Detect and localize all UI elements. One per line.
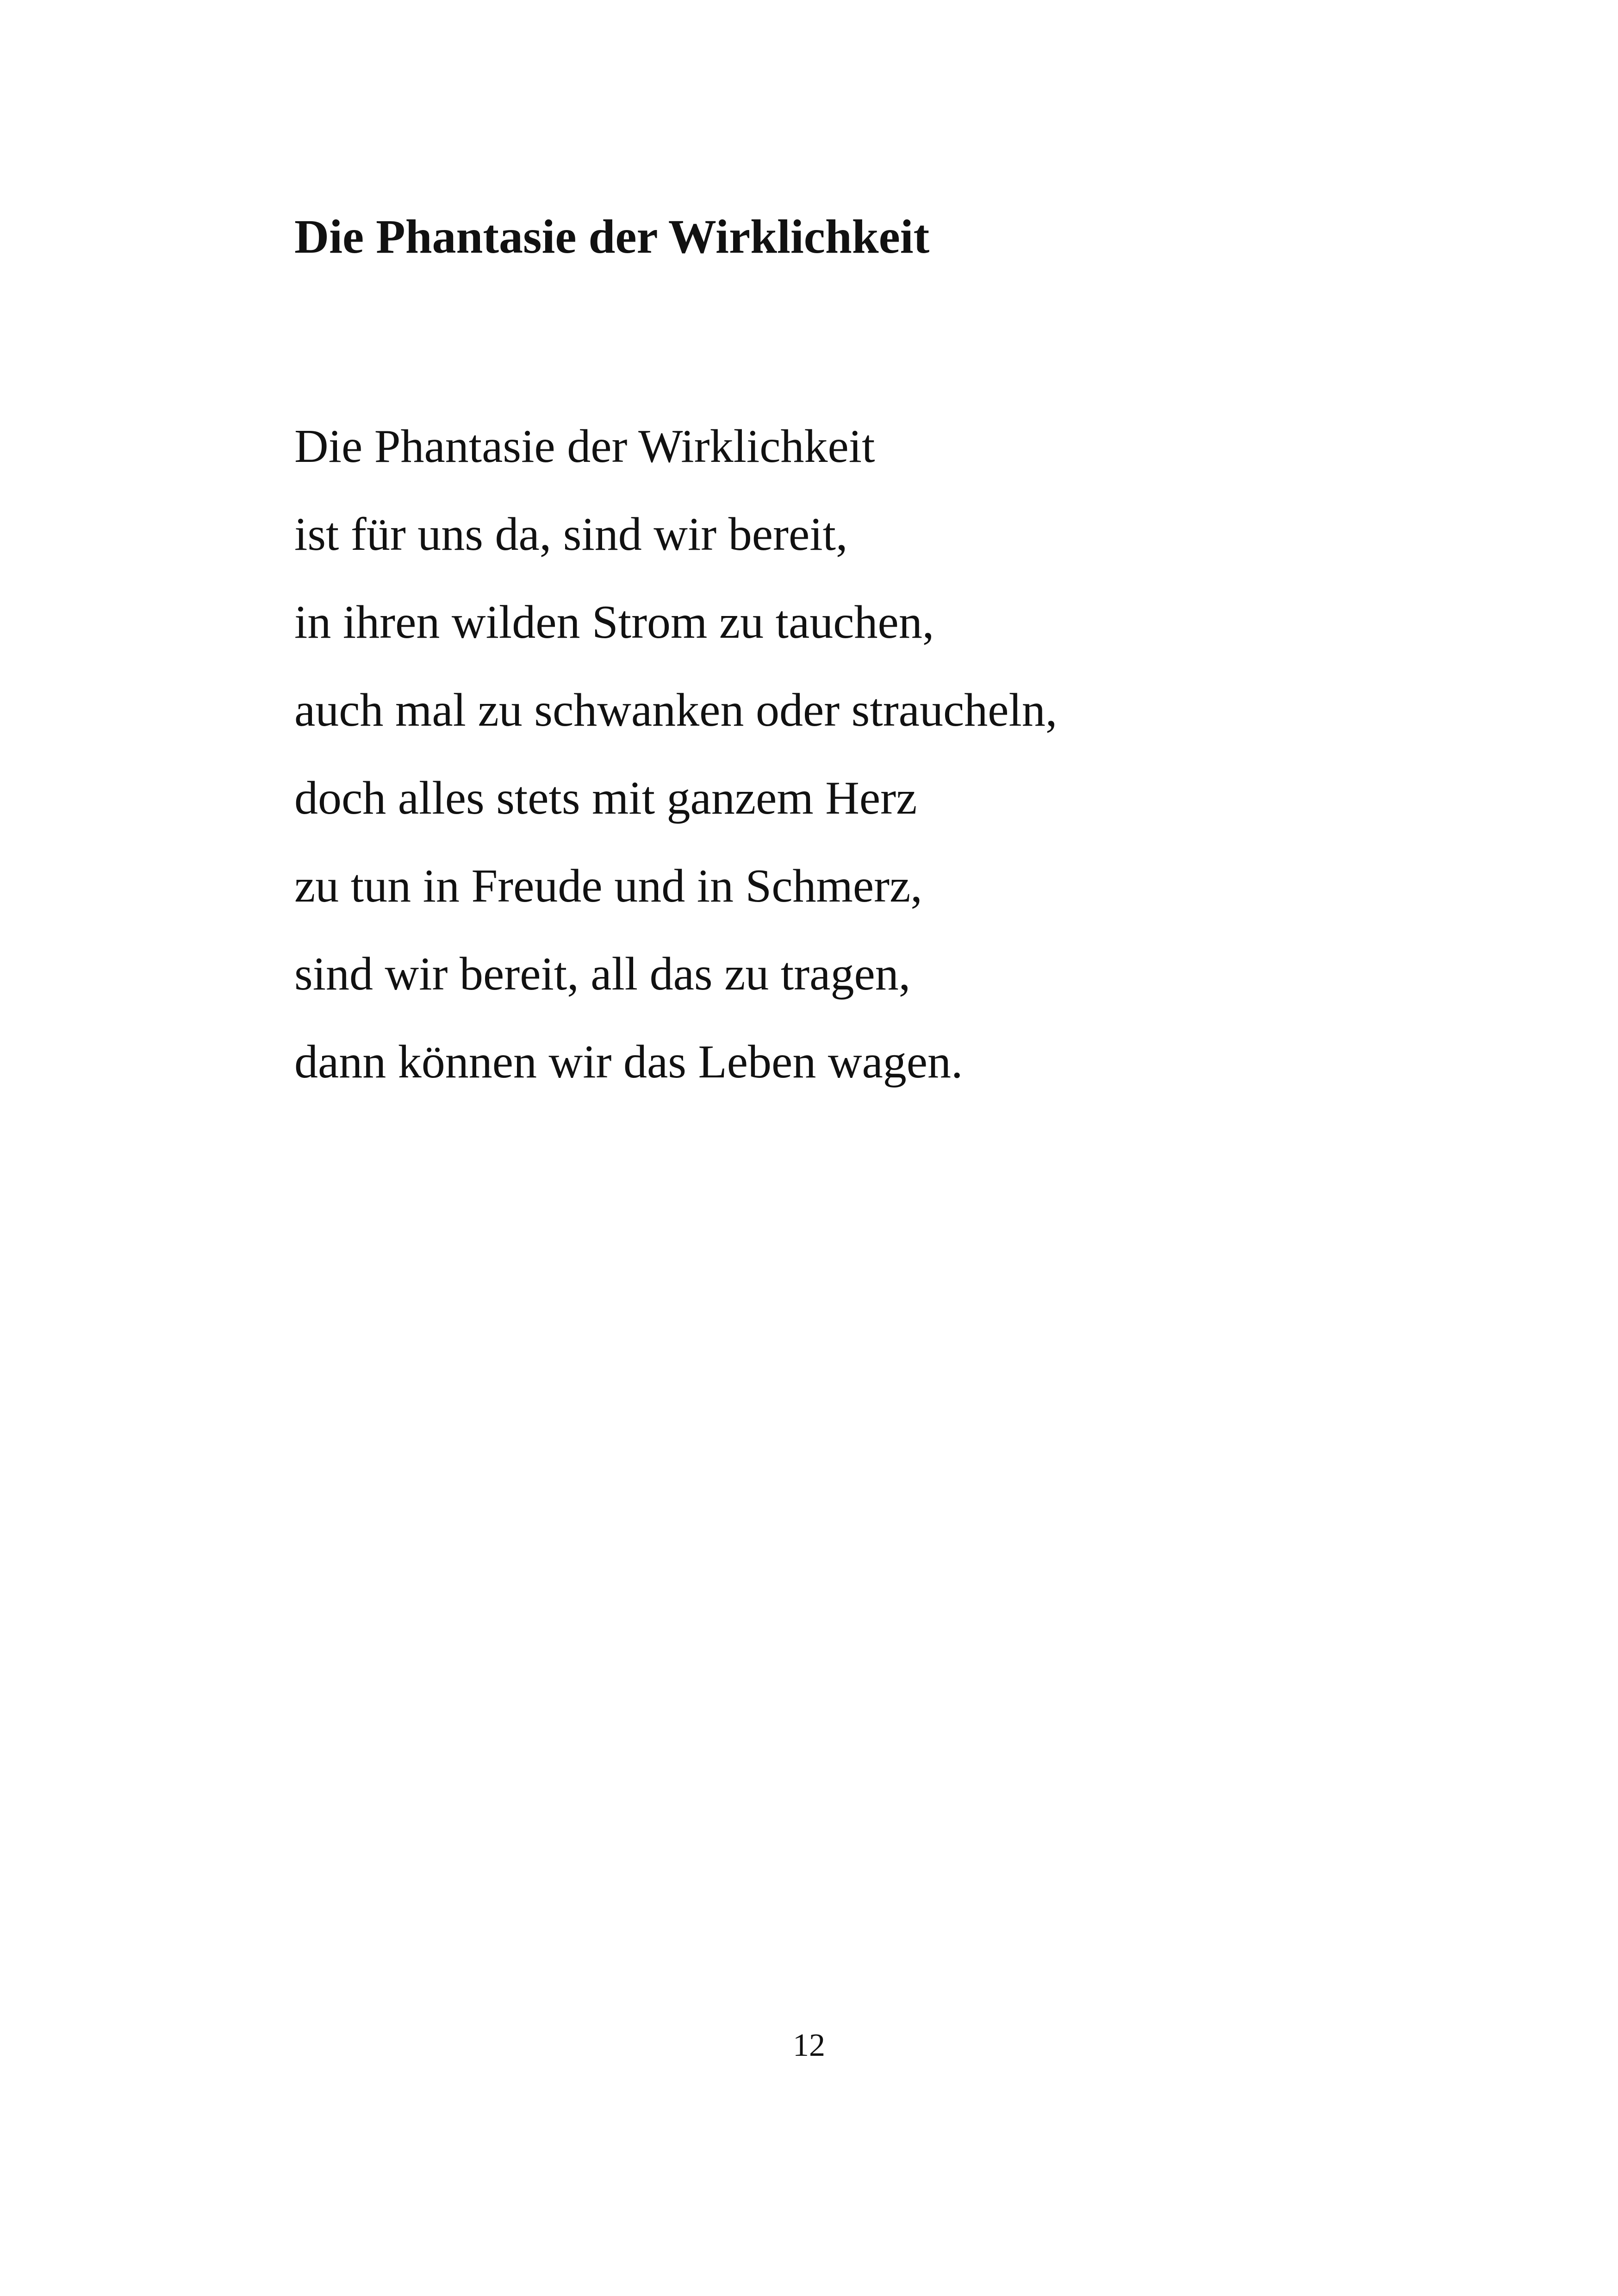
poem-line: in ihren wilden Strom zu tauchen,	[294, 596, 934, 648]
poem-line: zu tun in Freude und in Schmerz,	[294, 860, 922, 912]
poem-line: sind wir bereit, all das zu tragen,	[294, 948, 911, 1000]
poem-line: dann können wir das Leben wagen.	[294, 1036, 963, 1088]
poem-body	[294, 403, 1057, 1106]
poem-title: Die Phantasie der Wirklichkeit	[294, 210, 930, 263]
page-number: 12	[793, 2028, 825, 2063]
poem-line: doch alles stets mit ganzem Herz	[294, 772, 917, 824]
poem-line: Die Phantasie der Wirklichkeit	[294, 420, 875, 473]
poem-line: auch mal zu schwanken oder straucheln,	[294, 684, 1058, 736]
poem-line: ist für uns da, sind wir bereit,	[294, 508, 848, 560]
